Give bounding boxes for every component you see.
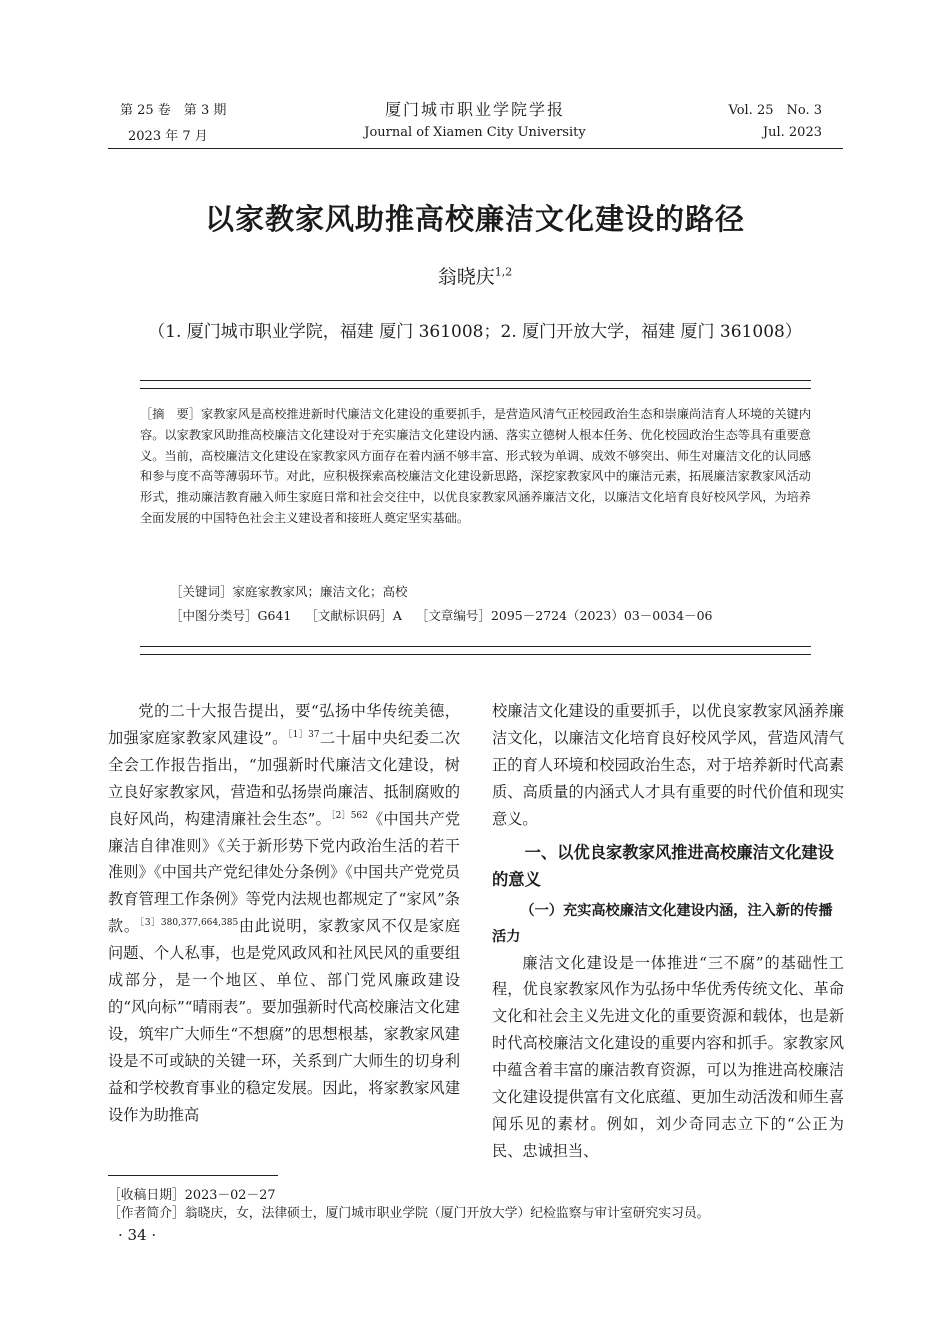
header-journal-cn: 厦门城市职业学院学报 <box>384 100 565 119</box>
clc-label: ［中图分类号］ <box>170 608 258 623</box>
footnote-received <box>108 1184 276 1203</box>
abstract-label: ［摘 要］ <box>140 407 202 421</box>
footnote-rule <box>108 1175 278 1176</box>
footnote-author-info <box>108 1202 709 1221</box>
citation: ［2］562 <box>330 810 368 821</box>
body-paragraph <box>108 698 460 1129</box>
body-paragraph: 校廉洁文化建设的重要抓手，以优良家教家风涵养廉洁文化，以廉洁文化培育良好校风学风，营造风清气正的育人环境和校园政治生态，对于培养新时代高素质、高质量的内涵式人才具有重要的时代价值和现实意义。 <box>492 702 844 828</box>
abstract <box>140 404 811 529</box>
body-right-column <box>492 698 844 1165</box>
article-number-value: 2095－2724（2023）03－0034－06 <box>490 608 713 623</box>
abstract-bottom-rule-2 <box>140 654 811 655</box>
header-rule <box>108 148 843 149</box>
author-info-text: 翁晓庆，女，法律硕士，厦门城市职业学院（厦门开放大学）纪检监察与审计室研究实习员。 <box>184 1206 710 1221</box>
header-volume-en: Vol. 25 No. 3 <box>728 103 822 118</box>
received-label: ［收稿日期］ <box>108 1188 185 1203</box>
article-author <box>0 262 950 289</box>
abstract-paragraph <box>140 404 811 529</box>
article-affiliation: （1. 厦门城市职业学院，福建 厦门 361008；2. 厦门开放大学，福建 厦门 361008） <box>148 322 802 342</box>
article-title: 以家教家风助推高校廉洁文化建设的路径 <box>204 202 745 236</box>
author-info-label: ［作者简介］ <box>108 1206 185 1221</box>
body-text: 《中国共产党廉洁自律准则》《关于新形势下党内政治生活的若干准则》《中国共产党纪律处分条例》《中国共产党党员教育管理工作条例》等党内法规也都规定了“家风”条款。 <box>108 809 461 936</box>
author-name: 翁晓庆 <box>437 266 495 288</box>
clc-value: G641 <box>257 608 292 623</box>
page-number: · 34 · <box>118 1226 157 1244</box>
abstract-top-rule-1 <box>140 380 811 381</box>
body-text: 二十届中央纪委二次全会工作报告指出，“加强新时代廉洁文化建设，树立良好家教家风，营造和弘扬崇尚廉洁、抵制腐败的良好风尚，构建清廉社会生态”。 <box>108 728 461 828</box>
keywords-text: 家庭家教家风；廉洁文化；高校 <box>232 584 408 599</box>
header-journal-en: Journal of Xiamen City University <box>364 125 586 140</box>
doc-code-label: ［文献标识码］ <box>305 608 393 623</box>
article-number-label: ［文章编号］ <box>415 608 491 623</box>
doc-code-value: A <box>392 608 402 623</box>
header-date-en: Jul. 2023 <box>762 125 822 140</box>
abstract-top-rule-2 <box>140 388 811 389</box>
body-left-column <box>108 698 460 1129</box>
header-date-cn: 2023 年 7 月 <box>128 129 208 144</box>
abstract-text: 家教家风是高校推进新时代廉洁文化建设的重要抓手，是营造风清气正校园政治生态和崇廉尚洁育人环境的关键内容。以家教家风助推高校廉洁文化建设对于充实廉洁文化建设内涵、落实立德树人根本任务、优化校园政治生态等具有重要意义。当前，高校廉洁文化建设在家教家风方面存在着内涵不够丰富、形式较为单调、成效不够突出、师生对廉洁文化的认同感和参与度不高等薄弱环节。对此，应积极探索高校廉洁文化建设新思路，深挖家教家风中的廉洁元素，拓展廉洁家教家风活动形式，推动廉洁教育融入师生家庭日常和社会交往中，以优良家教家风涵养廉洁文化，以廉洁文化培育良好校风学风，为培养全面发展的中国特色社会主义建设者和接班人奠定坚实基础。 <box>140 407 812 525</box>
body-text: 由此说明，家教家风不仅是家庭问题、个人私事，也是党风政风和社风民风的重要组成部分，是一个地区、单位、部门党风廉政建设的“风向标”“晴雨表”。要加强新时代高校廉洁文化建设，筑牢广大师生“不想腐”的思想根基，家教家风建设是不可或缺的关键一环，关系到广大师生的切身利益和学校教育事业的稳定发展。因此，将家教家风建设作为助推高 <box>108 917 460 1124</box>
classification-line <box>170 606 713 624</box>
author-superscript: 1,2 <box>494 265 513 279</box>
keywords-label: ［关键词］ <box>170 584 233 599</box>
section-heading-1: 一、以优良家教家风推进高校廉洁文化建设的意义 <box>492 842 834 890</box>
received-date: 2023－02－27 <box>184 1188 276 1203</box>
keywords-line <box>170 582 408 600</box>
body-text: 党的二十大报告提出，要“弘扬中华传统美德，加强家庭家教家风建设”。 <box>108 702 460 747</box>
body-paragraph: 廉洁文化建设是一体推进“三不腐”的基础性工程，优良家教家风作为弘扬中华优秀传统文化、革命文化和社会主义先进文化的重要资源和载体，也是新时代高校廉洁文化建设的重要内容和抓手。家教家风中蕴含着丰富的廉洁教育资源，可以为推进高校廉洁文化建设提供富有文化底蕴、更加生动活泼和师生喜闻乐见的素材。例如，刘少奇同志立下的“公正为民、忠诚担当、 <box>492 953 844 1160</box>
subsection-heading-1: （一）充实高校廉洁文化建设内涵，注入新的传播活力 <box>492 902 833 945</box>
abstract-bottom-rule-1 <box>140 646 811 647</box>
citation: ［1］37 <box>287 729 320 740</box>
header-volume-issue: 第 25 卷 第 3 期 <box>120 103 227 118</box>
citation: ［3］380,377,664,385 <box>139 918 239 929</box>
